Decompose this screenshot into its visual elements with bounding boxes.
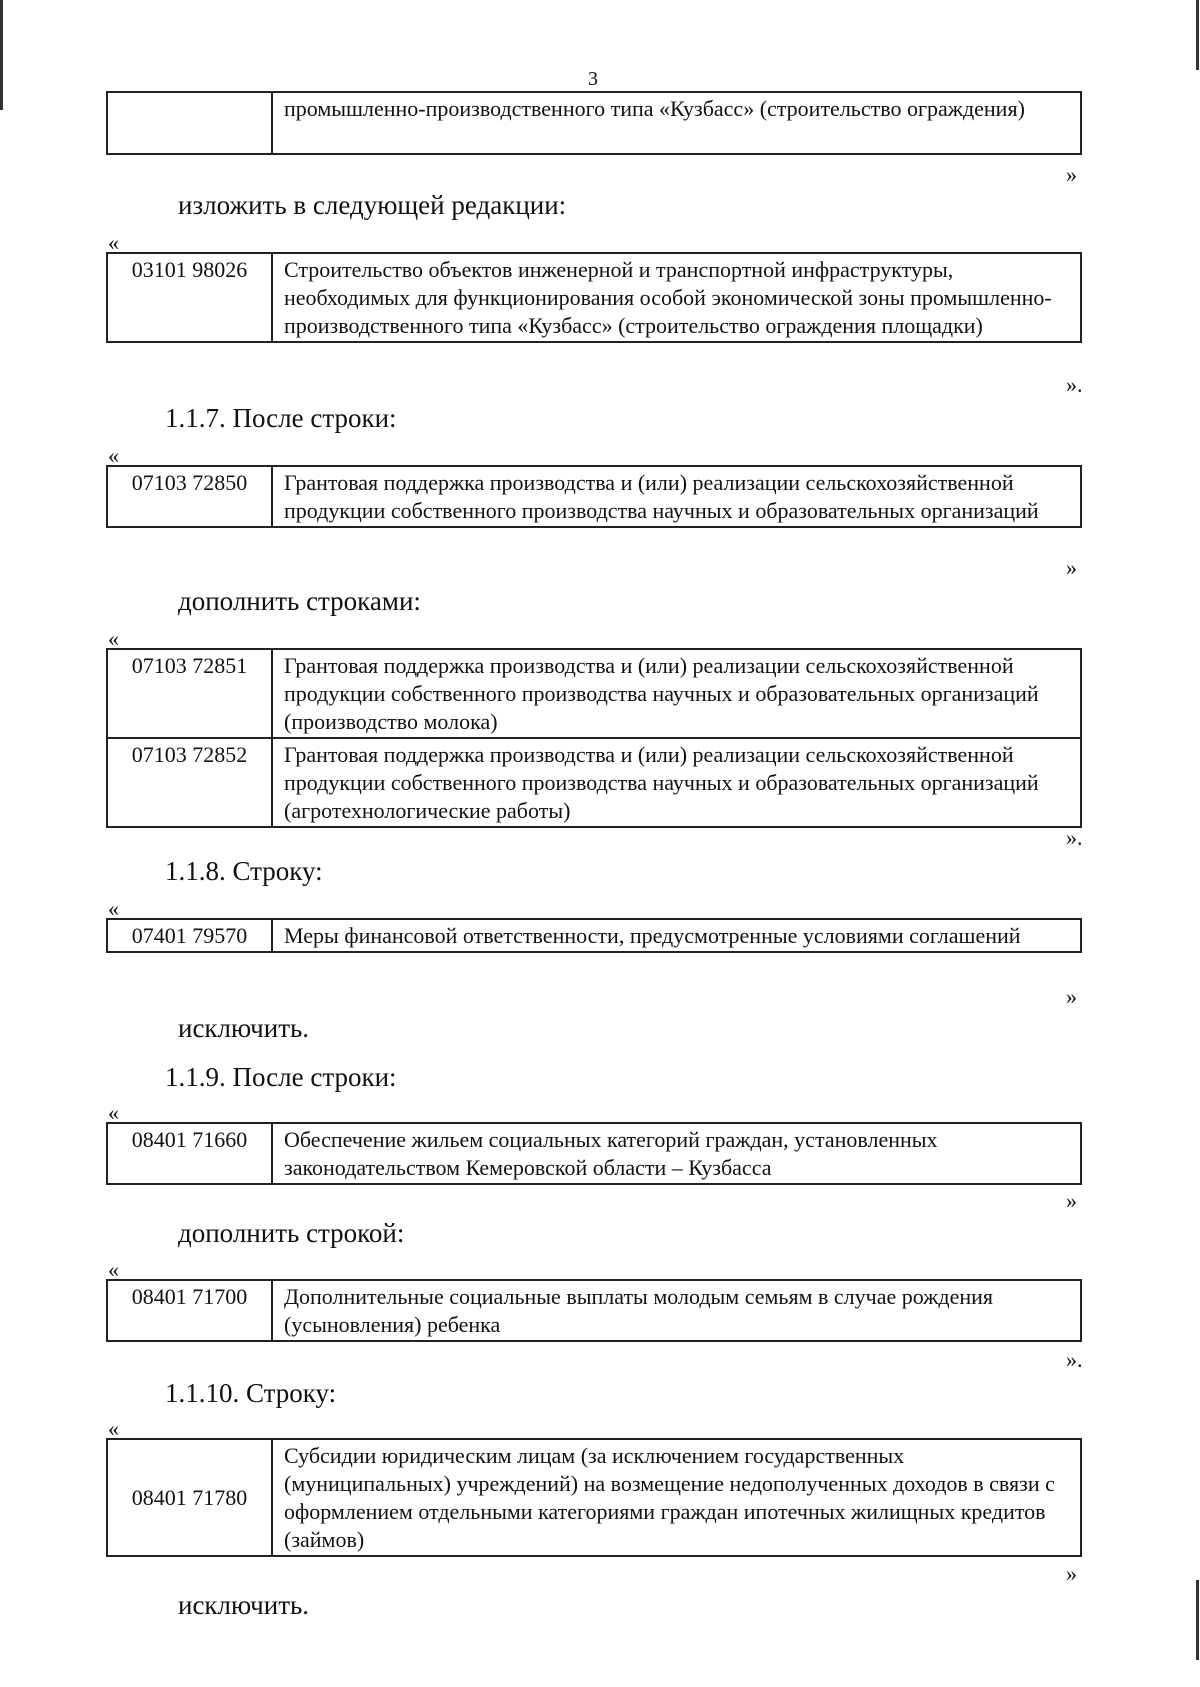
classification-code: 08401 71660	[107, 1123, 272, 1184]
closing-quote: ».	[1066, 1347, 1083, 1372]
budget-row-table	[106, 1122, 1082, 1185]
row-description: промышленно-производственного типа «Кузбасс» (строительство ограждения)	[272, 92, 1081, 154]
scan-edge-mark	[1196, 1580, 1199, 1660]
opening-quote: «	[108, 443, 119, 468]
classification-code	[107, 92, 272, 154]
closing-quote: ».	[1066, 825, 1083, 850]
row-description: Субсидии юридическим лицам (за исключением государственных (муниципальных) учреждений) на возмещение недополученных доходов в связи с оформлением отдельными категориями граждан ипотечных жилищных кредитов (займов)	[272, 1439, 1081, 1556]
classification-code: 07103 72850	[107, 466, 272, 527]
row-description: Обеспечение жильем социальных категорий граждан, установленных законодательством Кемеровской области – Кузбасса	[272, 1123, 1081, 1184]
row-description: Меры финансовой ответственности, предусмотренные условиями соглашений	[272, 919, 1081, 952]
budget-row-table	[106, 1438, 1082, 1557]
amendment-instruction: изложить в следующей редакции:	[178, 190, 567, 220]
clause-heading: 1.1.8. Строку:	[165, 856, 323, 886]
budget-row-table	[106, 465, 1082, 528]
row-description: Грантовая поддержка производства и (или) реализации сельскохозяйственной продукции собственного производства научных и образовательных организаций (агротехнологические работы)	[272, 738, 1081, 827]
classification-code: 08401 71700	[107, 1280, 272, 1341]
table-row	[107, 1123, 1081, 1184]
opening-quote: «	[108, 896, 119, 921]
table-row	[107, 253, 1081, 342]
exclude-instruction: исключить.	[178, 1590, 310, 1620]
table-row	[107, 919, 1081, 952]
table-row	[107, 92, 1081, 154]
budget-row-table	[106, 252, 1082, 343]
classification-code: 07103 72851	[107, 649, 272, 738]
row-description: Дополнительные социальные выплаты молодым семьям в случае рождения (усыновления) ребенка	[272, 1280, 1081, 1341]
clause-heading: 1.1.9. После строки:	[165, 1062, 397, 1092]
page-number: 3	[588, 68, 598, 90]
classification-code: 07103 72852	[107, 738, 272, 827]
classification-code: 08401 71780	[107, 1439, 272, 1556]
opening-quote: «	[108, 230, 119, 255]
opening-quote: «	[108, 626, 119, 651]
clause-heading: 1.1.7. После строки:	[165, 403, 397, 433]
budget-row-table	[106, 918, 1082, 953]
opening-quote: «	[108, 1416, 119, 1441]
clause-heading: 1.1.10. Строку:	[165, 1378, 337, 1408]
scan-edge-mark	[0, 0, 3, 110]
exclude-instruction: исключить.	[178, 1013, 310, 1043]
budget-row-table	[106, 1279, 1082, 1342]
opening-quote: «	[108, 1257, 119, 1282]
table-row	[107, 1439, 1081, 1556]
opening-quote: «	[108, 1100, 119, 1125]
budget-row-table	[106, 648, 1082, 828]
amendment-instruction: дополнить строками:	[178, 586, 421, 616]
closing-quote: »	[1066, 555, 1077, 580]
closing-quote: »	[1066, 984, 1077, 1009]
classification-code: 07401 79570	[107, 919, 272, 952]
closing-quote: »	[1066, 1188, 1077, 1213]
closing-quote: »	[1066, 162, 1077, 187]
scan-edge-mark	[1196, 0, 1199, 70]
row-description: Строительство объектов инженерной и транспортной инфраструктуры, необходимых для функционирования особой экономической зоны промышленно-производственного типа «Кузбасс» (строительство ограждения площадки)	[272, 253, 1081, 342]
row-description: Грантовая поддержка производства и (или) реализации сельскохозяйственной продукции собственного производства научных и образовательных организаций	[272, 466, 1081, 527]
closing-quote: ».	[1066, 372, 1083, 397]
amendment-instruction: дополнить строкой:	[178, 1218, 405, 1248]
row-description: Грантовая поддержка производства и (или) реализации сельскохозяйственной продукции собственного производства научных и образовательных организаций (производство молока)	[272, 649, 1081, 738]
classification-code: 03101 98026	[107, 253, 272, 342]
budget-row-table	[106, 91, 1082, 155]
table-row	[107, 1280, 1081, 1341]
table-row	[107, 738, 1081, 827]
closing-quote: »	[1066, 1561, 1077, 1586]
table-row	[107, 649, 1081, 738]
table-row	[107, 466, 1081, 527]
